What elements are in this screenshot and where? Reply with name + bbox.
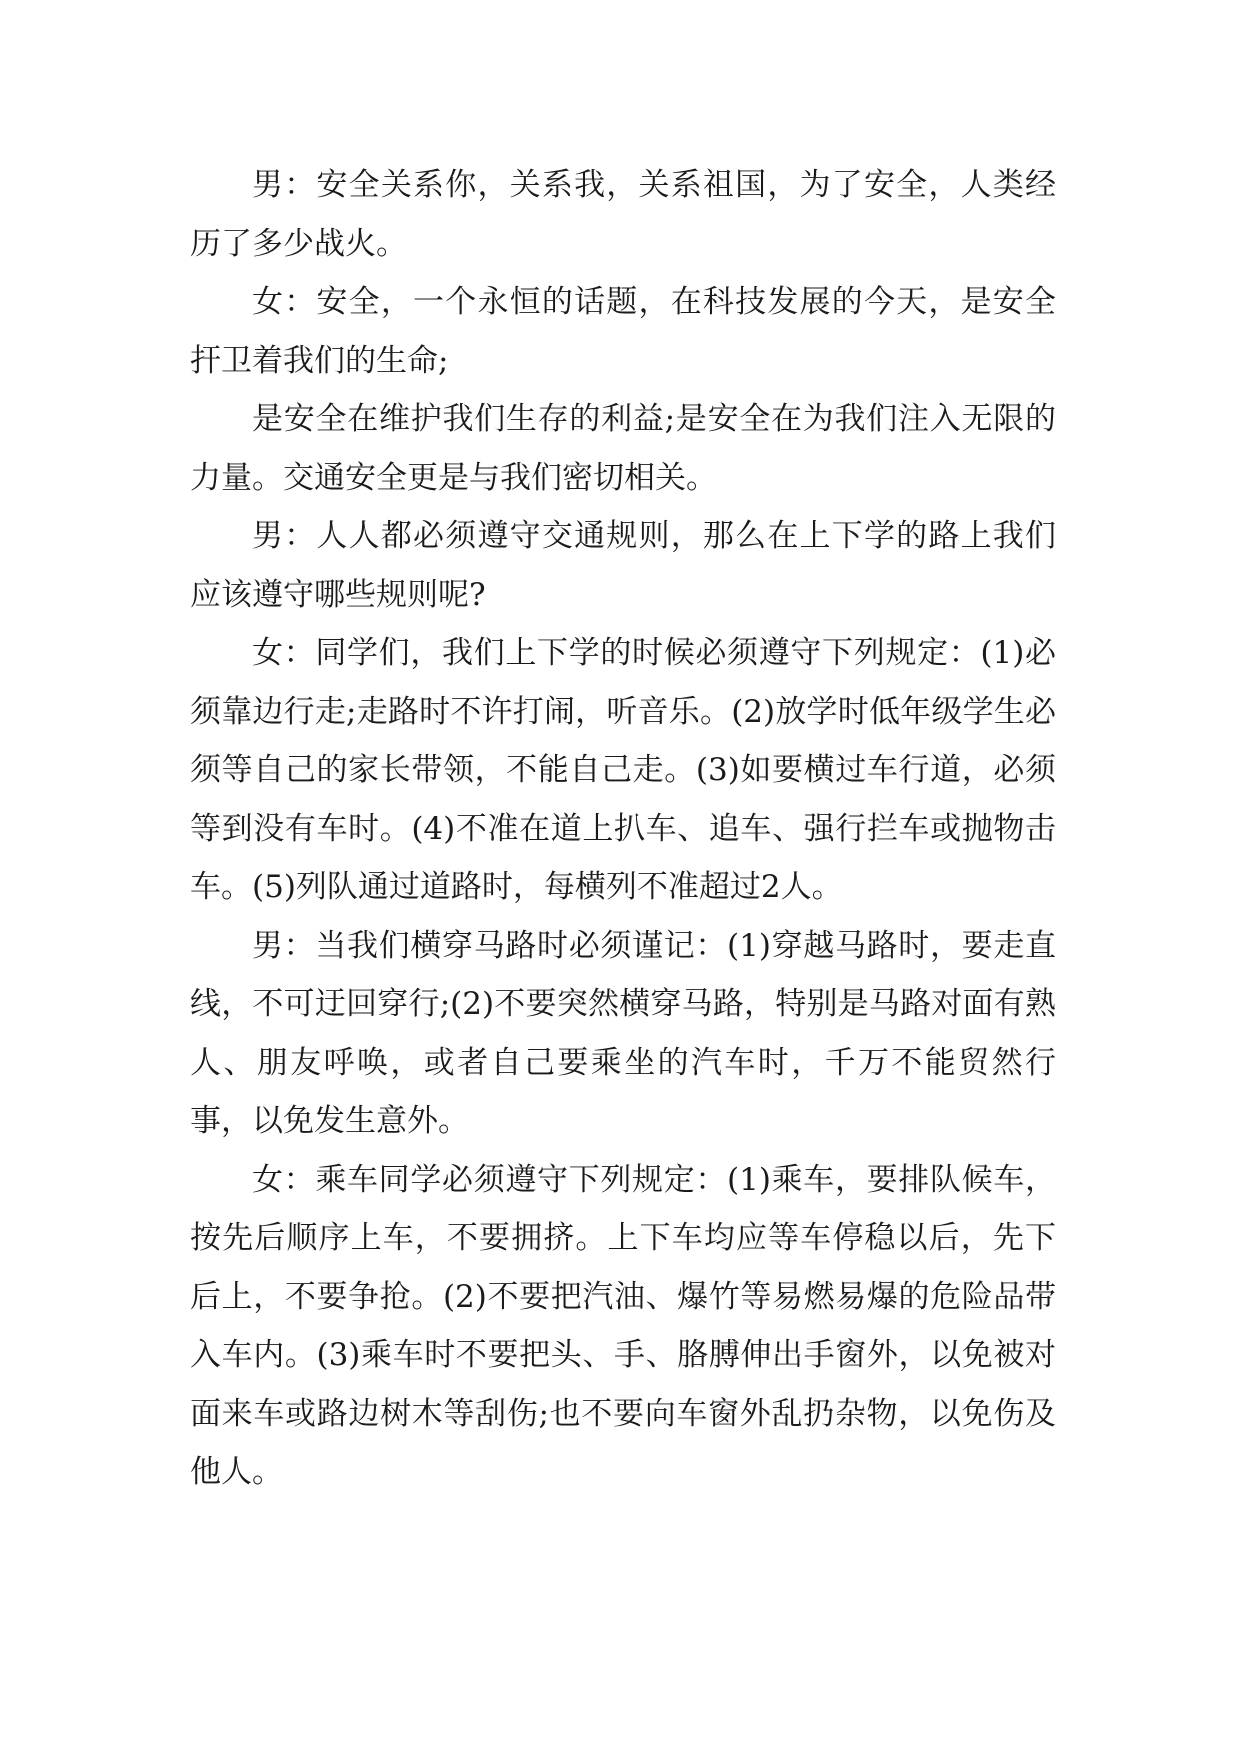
paragraph-male-1: 男：安全关系你，关系我，关系祖国，为了安全，人类经历了多少战火。: [190, 167, 1056, 262]
paragraph-female-1: 女：安全，一个永恒的话题，在科技发展的今天，是安全扞卫着我们的生命;: [190, 284, 1056, 379]
paragraph-female-2: 女：同学们，我们上下学的时候必须遵守下列规定：(1)必须靠边行走;走路时不许打闹，听音乐。(2)放学时低年级学生必须等自己的家长带领，不能自己走。(3)如要横过车行道，必须等到没有车时。(4)不准在道上扒车、追车、强行拦车或抛物击车。(5)列队通过道路时，每横列不准超过2人。: [190, 635, 1056, 905]
paragraph-male-2: 男：人人都必须遵守交通规则，那么在上下学的路上我们应该遵守哪些规则呢?: [190, 518, 1056, 613]
document-body: [190, 156, 1056, 1502]
paragraph-female-1-cont: 是安全在维护我们生存的利益;是安全在为我们注入无限的力量。交通安全更是与我们密切相关。: [190, 401, 1056, 496]
paragraph-male-3: 男：当我们横穿马路时必须谨记：(1)穿越马路时，要走直线，不可迂回穿行;(2)不要突然横穿马路，特别是马路对面有熟人、朋友呼唤，或者自己要乘坐的汽车时，千万不能贸然行事，以免发生意外。: [190, 927, 1056, 1139]
paragraph-female-3: 女：乘车同学必须遵守下列规定：(1)乘车，要排队候车，按先后顺序上车，不要拥挤。上下车均应等车停稳以后，先下后上，不要争抢。(2)不要把汽油、爆竹等易燃易爆的危险品带入车内。(3)乘车时不要把头、手、胳膊伸出手窗外，以免被对面来车或路边树木等刮伤;也不要向车窗外乱扔杂物，以免伤及他人。: [190, 1161, 1056, 1490]
